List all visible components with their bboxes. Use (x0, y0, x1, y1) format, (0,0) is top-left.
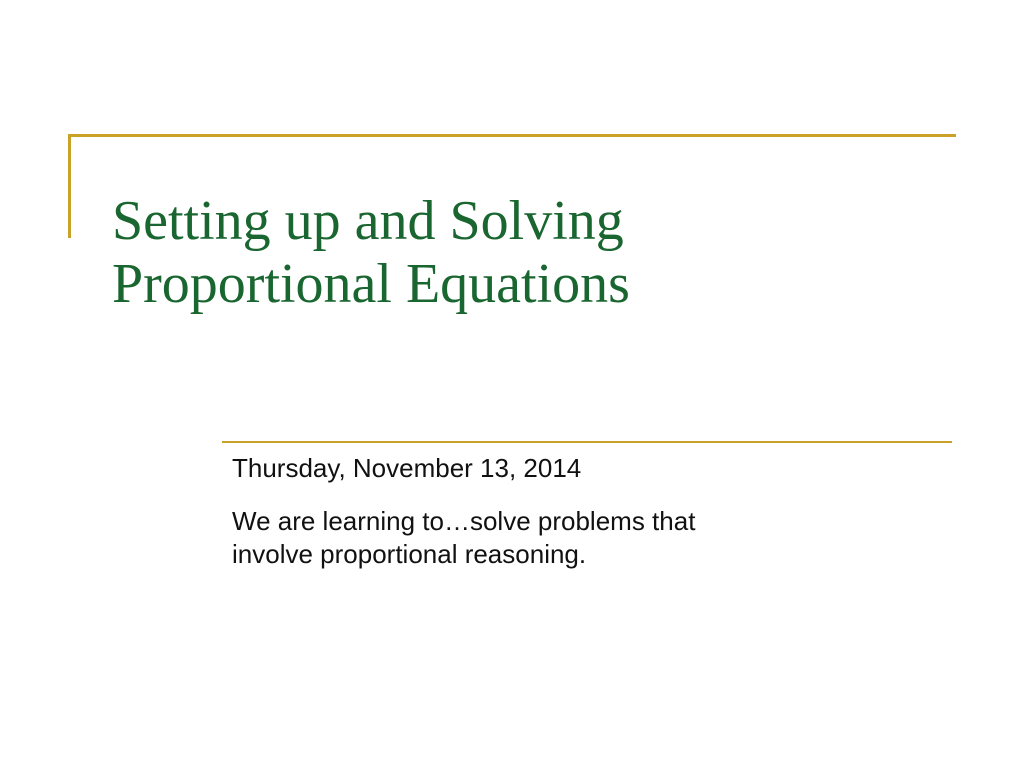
title-left-rule (68, 134, 71, 238)
learning-objective-line-2: involve proportional reasoning. (232, 539, 587, 570)
learning-objective (232, 505, 952, 571)
subtitle-rule (222, 441, 952, 443)
slide-body (232, 452, 952, 571)
slide-title-line-1: Setting up and Solving (112, 190, 624, 252)
learning-objective-line-1: We are learning to…solve problems that (232, 506, 696, 537)
slide-title-line-2: Proportional Equations (112, 252, 630, 315)
date-text: Thursday, November 13, 2014 (232, 453, 582, 483)
slide-title (112, 190, 932, 315)
title-top-rule (68, 134, 956, 137)
